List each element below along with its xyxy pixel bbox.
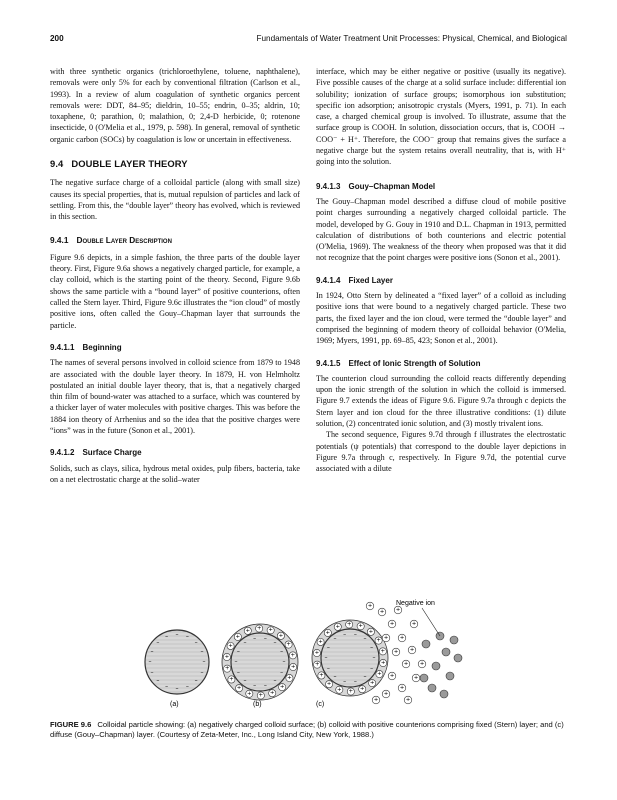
figure-9-6 <box>140 594 480 710</box>
negative-ion <box>420 674 428 682</box>
positive-counterion-sign: + <box>247 690 252 697</box>
diffuse-positive-ion-sign: + <box>379 609 385 615</box>
subsection-number: 9.4.1 <box>50 234 69 245</box>
positive-counterion-sign: + <box>314 661 320 668</box>
surface-negative-charge: – <box>175 685 179 693</box>
surface-negative-charge: – <box>253 681 257 689</box>
diffuse-positive-ion-sign: + <box>411 621 417 627</box>
surface-negative-charge: – <box>165 683 169 691</box>
diffuse-positive-ion-sign: + <box>389 621 395 627</box>
surface-negative-charge: – <box>263 635 267 643</box>
subsection-paragraph: Figure 9.6 depicts, in a simple fashion, the three parts of the double layer theory. First, Figure 9.6a shows a negatively charged particle, for example, a clay colloid, which is the starting point of the theory. Second, Figure 9.6b shows the same particle with a “bound layer” of positive counterions, often called the Stern layer. Third, Figure 9.6c illustrates the “ion cloud” of mostly positive ions, often called the Gouy–Chapman layer that surrounds the particle. <box>50 252 300 330</box>
diffuse-positive-ion-sign: + <box>383 635 389 641</box>
surface-negative-charge: – <box>353 677 357 685</box>
surface-negative-charge: – <box>273 677 277 685</box>
surface-negative-charge: – <box>343 631 347 639</box>
positive-counterion-sign: + <box>377 671 382 678</box>
surface-charge-number: 9.4.1.2 <box>50 448 75 458</box>
surface-negative-charge: – <box>175 631 179 639</box>
surface-negative-charge: – <box>200 648 204 656</box>
diffuse-positive-ion-sign: + <box>403 661 409 667</box>
ionic-strength-paragraph-2: The second sequence, Figures 9.7d through f illustrates the electrostatic potentials (ψ potentials) that correspond to the double layer depictions in Figure 9.7a through c, respectively. In Figure 9.7d, the potential curve associated with a dilute <box>316 430 566 474</box>
ionic-strength-title: Effect of Ionic Strength of Solution <box>348 358 481 368</box>
surface-negative-charge: – <box>202 658 206 666</box>
diffuse-positive-ion-sign: + <box>409 647 415 653</box>
surface-negative-charge: – <box>353 631 357 639</box>
surface-negative-charge: – <box>234 658 238 666</box>
positive-counterion-sign: + <box>326 681 332 688</box>
surface-negative-charge: – <box>150 668 154 676</box>
panel-a-label: (a) <box>170 701 179 708</box>
surface-negative-charge: – <box>253 635 257 643</box>
colloid-particle-a <box>145 630 209 694</box>
section-number: 9.4 <box>50 158 64 170</box>
positive-counterion-sign: + <box>287 675 292 682</box>
diffuse-positive-ion-sign: + <box>399 685 405 691</box>
fixed-layer-heading <box>316 275 566 286</box>
gouy-chapman-paragraph: The Gouy–Chapman model described a diffuse cloud of mobile positive point charges surrounding a negatively charged colloidal particle. The model, developed by G. Gouy in 1910 and D.L. Chapman in 1913, permitted calculation of distributions of both counterions and electric potential (O'Melia, 1969). The weakness of the theory when proposed was that it did not recognize that the point charges were positive ions (Sonon et al., 2001). <box>316 196 566 263</box>
positive-counterion-sign: + <box>224 653 230 660</box>
negative-ion <box>442 648 450 656</box>
positive-counterion-sign: + <box>380 660 386 667</box>
colloid-particle-c <box>321 629 379 687</box>
surface-charge-title: Surface Charge <box>82 448 142 458</box>
surface-negative-charge: – <box>200 668 204 676</box>
diffuse-positive-ion-sign: + <box>393 649 399 655</box>
positive-counterion-sign: + <box>268 627 273 634</box>
ionic-strength-number: 9.4.1.5 <box>316 358 341 368</box>
positive-counterion-sign: + <box>346 621 352 628</box>
surface-negative-charge: – <box>363 635 367 643</box>
diffuse-positive-ion-sign: + <box>389 673 395 679</box>
negative-ion-label: Negative ion <box>396 600 435 607</box>
positive-counterion-sign: + <box>325 629 331 636</box>
double-layer-diagram <box>140 594 480 710</box>
section-title: DOUBLE LAYER THEORY <box>71 158 188 170</box>
negative-ion <box>440 690 448 698</box>
surface-negative-charge: – <box>185 683 189 691</box>
panel-a <box>145 630 209 708</box>
surface-negative-charge: – <box>372 654 376 662</box>
surface-negative-charge: – <box>282 658 286 666</box>
figure-caption-label: FIGURE 9.6 <box>50 720 92 729</box>
diffuse-positive-ion-sign: + <box>419 661 425 667</box>
surface-negative-charge: – <box>363 673 367 681</box>
negative-ion <box>432 662 440 670</box>
diffuse-positive-ion-sign: + <box>413 675 419 681</box>
positive-counterion-sign: + <box>256 625 262 632</box>
surface-negative-charge: – <box>280 668 284 676</box>
panel-c <box>312 600 462 708</box>
gouy-chapman-heading <box>316 181 566 192</box>
positive-counterion-sign: + <box>337 686 342 693</box>
surface-negative-charge: – <box>156 639 160 647</box>
surface-negative-charge: – <box>243 639 247 647</box>
surface-negative-charge: – <box>156 677 160 685</box>
positive-counterion-sign: + <box>229 676 234 683</box>
positive-counterion-sign: + <box>380 648 386 655</box>
diffuse-positive-ion-sign: + <box>383 691 389 697</box>
gouy-chapman-title: Gouy–Chapman Model <box>348 181 436 191</box>
positive-counterion-sign: + <box>224 665 230 672</box>
fixed-layer-title: Fixed Layer <box>348 275 393 285</box>
surface-negative-charge: – <box>333 635 337 643</box>
figure-caption <box>50 720 567 741</box>
positive-counterion-sign: + <box>278 632 284 639</box>
positive-counterion-sign: + <box>358 623 363 630</box>
positive-counterion-sign: + <box>269 690 275 697</box>
positive-counterion-sign: + <box>348 688 354 695</box>
surface-charge-heading <box>50 447 300 458</box>
page-number: 200 <box>50 34 64 43</box>
positive-counterion-sign: + <box>369 680 375 687</box>
colloid-particle-b <box>231 633 289 691</box>
diffuse-positive-ion-sign: + <box>405 697 411 703</box>
positive-counterion-sign: + <box>245 627 251 634</box>
negative-ion <box>428 684 436 692</box>
surface-charge-paragraph: Solids, such as clays, silica, hydrous metal oxides, pulp fibers, bacteria, take on a net electrostatic charge at the solid–water <box>50 463 300 484</box>
surface-negative-charge: – <box>194 639 198 647</box>
section-paragraph: The negative surface charge of a colloidal particle (along with small size) causes its special properties, that is, mutual repulsion of particles and lack of settling. From this, the “double layer” theory has evolved, which is reviewed in this section. <box>50 178 300 222</box>
negative-ion <box>422 640 430 648</box>
surface-negative-charge: – <box>165 633 169 641</box>
positive-counterion-sign: + <box>376 637 381 644</box>
surface-negative-charge: – <box>333 673 337 681</box>
beginning-heading <box>50 342 300 353</box>
running-title: Fundamentals of Water Treatment Unit Processes: Physical, Chemical, and Biological <box>256 34 567 43</box>
surface-negative-charge: – <box>185 633 189 641</box>
surface-negative-charge: – <box>236 668 240 676</box>
surface-negative-charge: – <box>194 677 198 685</box>
surface-negative-charge: – <box>150 648 154 656</box>
left-column <box>50 66 300 485</box>
surface-negative-charge: – <box>370 644 374 652</box>
subsection-title: Double Layer Description <box>76 234 172 245</box>
diffuse-positive-ion-sign: + <box>367 603 373 609</box>
gouy-chapman-number: 9.4.1.3 <box>316 181 341 191</box>
diffuse-positive-ion-sign: + <box>395 607 401 613</box>
section-heading <box>50 158 300 169</box>
positive-counterion-sign: + <box>236 685 242 692</box>
beginning-title: Beginning <box>82 342 122 352</box>
positive-counterion-sign: + <box>290 664 296 671</box>
surface-negative-charge: – <box>370 664 374 672</box>
panel-b <box>222 624 298 708</box>
surface-negative-charge: – <box>236 648 240 656</box>
negative-ion <box>454 654 462 662</box>
subsection-heading <box>50 235 300 246</box>
positive-counterion-sign: + <box>319 672 324 679</box>
positive-counterion-sign: + <box>228 642 233 649</box>
negative-ion <box>450 636 458 644</box>
diffuse-positive-ion-sign: + <box>399 635 405 641</box>
surface-negative-charge: – <box>326 664 330 672</box>
surface-negative-charge: – <box>148 658 152 666</box>
positive-counterion-sign: + <box>235 633 241 640</box>
ionic-strength-heading <box>316 358 566 369</box>
panel-b-label: (b) <box>253 701 262 708</box>
positive-counterion-sign: + <box>286 641 291 648</box>
figure-caption-text: Colloidal particle showing: (a) negatively charged colloid surface; (b) colloid with positive counterions comprising fixed (Stern) layer; and (c) diffuse (Gouy–Chapman) layer. (Courtesy of Zeta-Meter, Inc., Long Island City, New York, 1988.) <box>50 720 564 740</box>
surface-negative-charge: – <box>324 654 328 662</box>
surface-negative-charge: – <box>280 648 284 656</box>
positive-counterion-sign: + <box>258 692 264 699</box>
positive-counterion-sign: + <box>359 686 365 693</box>
positive-counterion-sign: + <box>318 638 323 645</box>
beginning-number: 9.4.1.1 <box>50 342 75 352</box>
surface-negative-charge: – <box>243 677 247 685</box>
positive-counterion-sign: + <box>314 649 320 656</box>
right-column <box>316 66 566 475</box>
fixed-layer-paragraph: In 1924, Otto Stern by delineated a “fixed layer” of a colloid as including positive ions that were bound to a negatively charged particle. These two parts, the fixed layer and the ion cloud, were termed the “double layer” and comprised the beginning of modern theory of colloidal behavior (O'Melia, 1969; Myers, 1991, pp. 69–85, 423; Sonon et al., 2001). <box>316 291 566 346</box>
intro-paragraph: with three synthetic organics (trichloroethylene, toluene, naphthalene), removals were only 5% for each by conventional filtration (Carlson et al., 1993). In a review of alum coagulation of synthetic organics percent removals were: DDT, 84–95; dieldrin, 10–55; endrin, 0–35; aldrin, 10; toxaphene, 0; parathion, 0; malathion, 0; 2,4-D herbicide, 0; rotenone insecticide, 0 (O'Melia et al., 1979, p. 598). In general, removal of synthetic organic carbon (SOCs) by coagulation is low or uncertain in effectiveness. <box>50 67 300 144</box>
diffuse-positive-ion-sign: + <box>373 697 379 703</box>
negative-ion <box>446 672 454 680</box>
negative-ion-pointer <box>422 608 440 636</box>
surface-negative-charge: – <box>263 681 267 689</box>
positive-counterion-sign: + <box>279 684 285 691</box>
surface-negative-charge: – <box>273 639 277 647</box>
panel-c-label: (c) <box>316 701 325 708</box>
fixed-layer-number: 9.4.1.4 <box>316 275 341 285</box>
positive-counterion-sign: + <box>290 652 296 659</box>
surface-negative-charge: – <box>343 677 347 685</box>
running-header <box>50 34 567 48</box>
beginning-paragraph: The names of several persons involved in colloid science from 1879 to 1948 are associated with the double layer theory. In 1879, H. von Helmholtz postulated an initial double layer theory, that is, that a negatively charged thin film of bound-water was attached to a surface, which was countered by a thicker layer of water molecules with positive charges. This was before the 1884 ion theory of Arrhenius and so the idea that the positive charges were “ions” was in the future (Sonon et al., 2001). <box>50 358 300 436</box>
continued-paragraph: interface, which may be either negative or positive (usually its negative). Five possible causes of the charge at a solid surface include: differential ion solubility; ionization of surface groups; isomorphous ion substitution; specific ion adsorption; anisotropic crystals (Myers, 1991, p. 71). In each case, a charged chemical group is involved. To illustrate, assume that the surface group is COOH. In solution, dissociation occurs, that is, COOH → COO⁻ + H⁺. Therefore, the COO⁻ group that remains gives the surface a negative charge but the system retains overall neutrality, that is, with H⁺ going into the solution. <box>316 67 566 167</box>
ionic-strength-paragraph-1: The counterion cloud surrounding the colloid reacts differently depending upon the ionic strength of the solution in which the colloid is immersed. Figure 9.7 extends the ideas of Figure 9.6. Figure 9.7a through c depicts the Stern layer and ion cloud for the three illustrative conditions: (1) dilute solution, (2) concentrated ionic solution, and (3) mostly trivalent ions. <box>316 373 566 429</box>
positive-counterion-sign: + <box>335 623 341 630</box>
negative-ions <box>420 632 462 698</box>
positive-counterion-sign: + <box>368 628 374 635</box>
surface-negative-charge: – <box>326 644 330 652</box>
